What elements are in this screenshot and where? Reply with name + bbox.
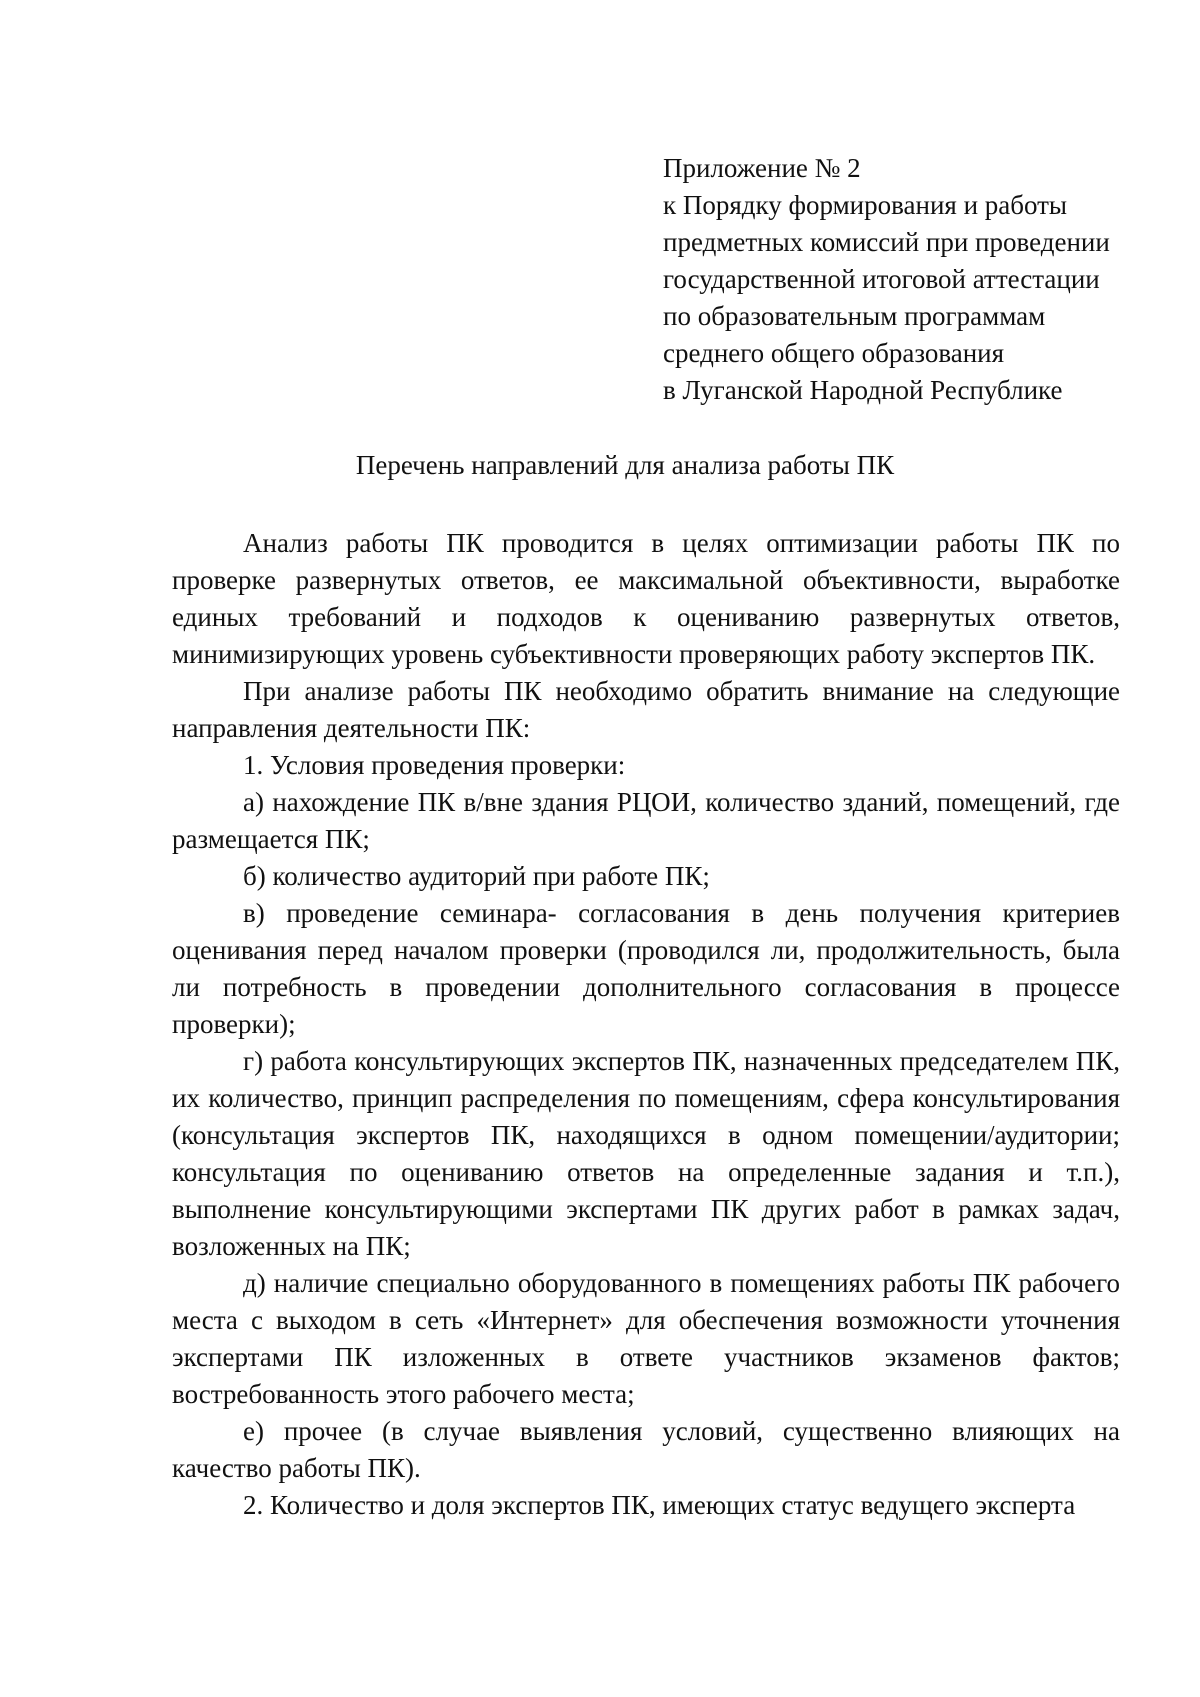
appendix-line: по образовательным программам [663,301,1046,331]
paragraph: в) проведение семинара- согласования в день получения критериев оценивания перед началом проверки (проводился ли, продолжительность, была ли потребность в проведении дополнительного согласования в процессе проверки); [172,898,1120,1039]
appendix-line: предметных комиссий при проведении [663,227,1110,257]
paragraph: Анализ работы ПК проводится в целях оптимизации работы ПК по проверке развернутых ответов, ее максимальной объективности, выработке единых требований и подходов к оцениванию развернутых ответов, минимизирующих уровень субъективности проверяющих работу экспертов ПК. [172,528,1120,669]
appendix-line: к Порядку формирования и работы [663,190,1068,220]
paragraph: 1. Условия проведения проверки: [243,750,626,780]
paragraph: 2. Количество и доля экспертов ПК, имеющих статус ведущего эксперта [243,1490,1076,1520]
paragraph: е) прочее (в случае выявления условий, существенно влияющих на качество работы ПК). [172,1416,1120,1483]
appendix-line: среднего общего образования [663,338,1005,368]
appendix-header [663,150,1183,409]
paragraph: г) работа консультирующих экспертов ПК, назначенных председателем ПК, их количество, принцип распределения по помещениям, сфера консультирования (консультация экспертов ПК, находящихся в одном помещении/аудитории; консультация по оцениванию ответов на определенные задания и т.п.), выполнение консультирующими экспертами ПК других работ в рамках задач, возложенных на ПК; [172,1046,1120,1261]
document-body [172,525,1120,1524]
document-title: Перечень направлений для анализа работы ПК [355,450,895,480]
paragraph: При анализе работы ПК необходимо обратить внимание на следующие направления деятельности ПК: [172,676,1120,743]
paragraph: а) нахождение ПК в/вне здания РЦОИ, количество зданий, помещений, где размещается ПК; [172,787,1120,854]
paragraph: б) количество аудиторий при работе ПК; [243,861,710,891]
paragraph: д) наличие специально оборудованного в помещениях работы ПК рабочего места с выходом в сеть «Интернет» для обеспечения возможности уточнения экспертами ПК изложенных в ответе участников экзаменов фактов; востребованность этого рабочего места; [172,1268,1120,1409]
appendix-line: государственной итоговой аттестации [663,264,1100,294]
appendix-line: в Луганской Народной Республике [663,375,1063,405]
appendix-line: Приложение № 2 [663,153,861,183]
